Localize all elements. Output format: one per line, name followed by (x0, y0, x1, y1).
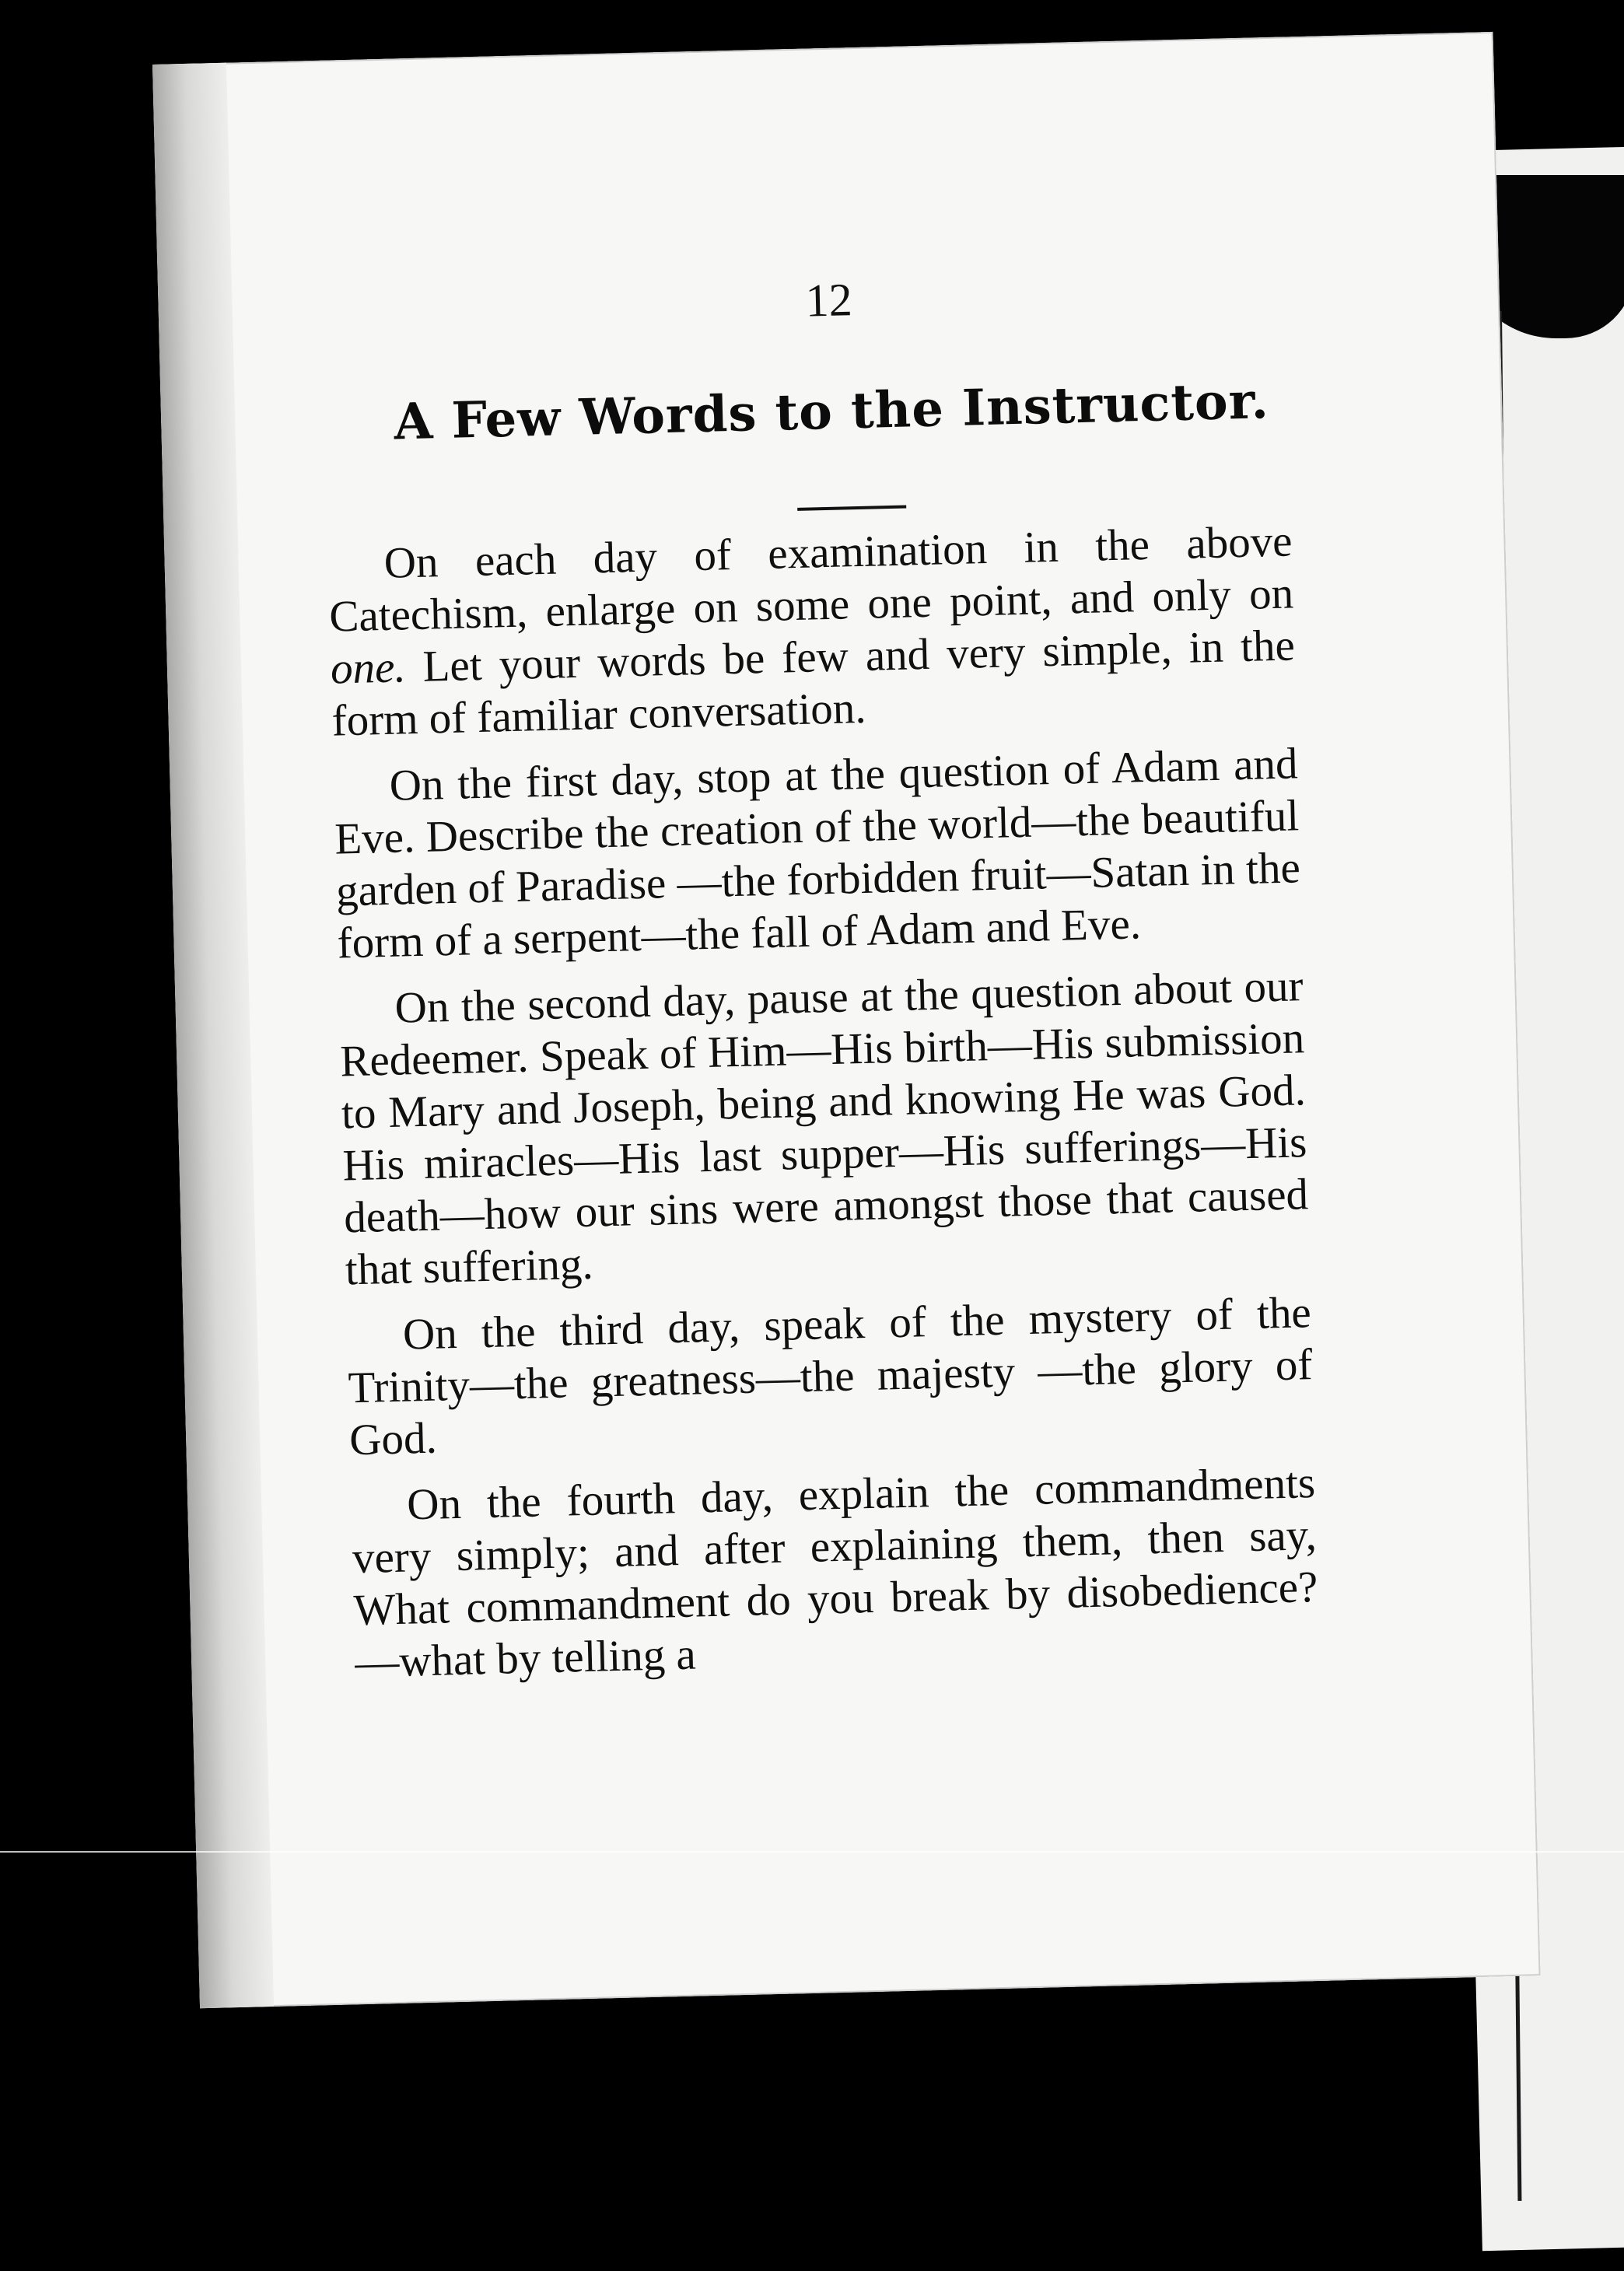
title-divider (797, 505, 906, 510)
scanner-artifact-line (0, 1851, 1624, 1853)
paragraph-1-text: On each day of examination in the above Catechism, enlarge on some one point, and only on (328, 516, 1294, 642)
paragraph-1 (327, 515, 1297, 747)
page-number: 12 (804, 274, 853, 327)
paragraph-1-text-end: Let your words be few and very simple, in the form of familiar conversation. (331, 621, 1296, 746)
paragraph-3: On the second day, pause at the question about our Redeemer. Speak of Him—His birth—His submission to Mary and Joseph, being and knowing He was God. His miracles—His last supper—His sufferings—His death—how our sins were amongst those that caused that suffering. (339, 961, 1309, 1295)
book-page (152, 32, 1541, 2008)
page-title: A Few Words to the Instructor. (393, 372, 1270, 452)
paragraph-2: On the first day, stop at the question of Adam and Eve. Describe the creation of the world—the beautiful garden of Paradise —the forbidden fruit—Satan in the form of a serpent—the fall of Adam and Eve. (334, 739, 1301, 968)
paragraph-4: On the third day, speak of the mystery of the Trinity—the greatness—the majesty —the glory of God. (347, 1288, 1314, 1465)
paragraph-1-emphasis: one. (330, 642, 407, 694)
page-edge-shadow (152, 63, 274, 2009)
body-text (327, 515, 1320, 1702)
paragraph-5: On the fourth day, explain the commandments very simply; and after explaining them, then say, What commandment do you break by disobedience?—what by telling a (352, 1458, 1319, 1688)
